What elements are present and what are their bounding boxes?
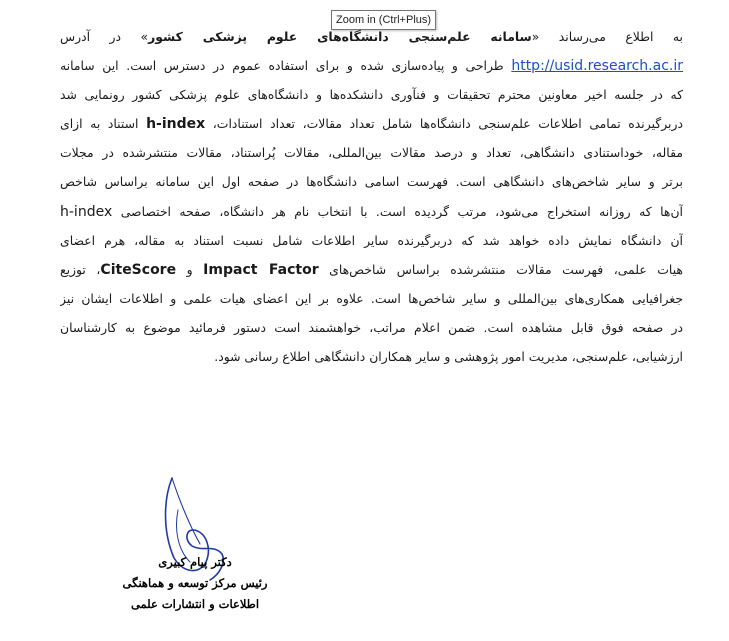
body-line-6: برتر و سایر شاخص‌های دانشگاهی است. فهرست اسامی دانشگاه‌ها در صفحه اول این سامانه براساس شاخص — [60, 174, 683, 190]
body-line-10: جغرافیایی همکاری‌های بین‌المللی و سایر شاخص‌ها است. علاوه بر این اعضای هیات علمی و اطلاعات ایشان نیز — [60, 290, 683, 306]
body-line-2: http://usid.research.ac.ir طراحی و پیاده‌سازی شده و برای استفاده عموم در دسترس است. این سامانه — [60, 58, 683, 75]
citescore-term: CiteScore — [100, 261, 177, 278]
signatory-name: دکتر پیام کبیری — [158, 555, 232, 569]
impact-factor-term: Impact Factor — [203, 261, 319, 278]
body-line-3: که در جلسه اخیر معاونین محترم تحقیقات و فنآوری دانشکده‌ها و دانشگاه‌های علوم پزشکی کشور رونمایی شد — [60, 87, 683, 103]
body-line-5: مقاله، خوداستنادی دانشگاهی، تعداد و درصد مقالات بین‌المللی، مقالات پُراستناد، مقالات منتشرشده در مجلات — [60, 145, 683, 161]
body-line-9: هیات علمی، فهرست مقالات منتشرشده براساس شاخص‌های Impact Factor و CiteScore، توزیع — [60, 261, 683, 278]
h-index-term: h-index — [60, 203, 113, 220]
h-index-term: h-index — [146, 116, 206, 133]
body-line-11: در صفحه فوق قابل مشاهده است. ضمن اعلام مراتب، خواهشمند است دستور فرمائید موضوع به کارشناسان — [60, 319, 683, 335]
system-url-link[interactable]: http://usid.research.ac.ir — [511, 58, 683, 75]
body-line-12: ارزشیابی، علم‌سنجی، مدیریت امور پژوهشی و سایر همکاران دانشگاهی اطلاع رسانی شود. — [214, 349, 683, 365]
signature-block — [100, 552, 290, 615]
signatory-department: اطلاعات و انتشارات علمی — [130, 597, 260, 611]
body-line-1: به اطلاع می‌رساند «سامانه علم‌سنجی دانشگاه‌های علوم پزشکی کشور» در آدرس — [60, 29, 683, 44]
letter-body — [60, 22, 683, 371]
zoom-in-tooltip: Zoom in (Ctrl+Plus) — [331, 10, 436, 30]
body-line-7: h-index آن‌ها که روزانه استخراج می‌شود، مرتب گردیده است. با انتخاب نام هر دانشگاه، صفحه اختصاصی — [60, 203, 683, 220]
signatory-title: رئیس مرکز توسعه و هماهنگی — [122, 576, 268, 590]
body-line-4: دربرگیرنده تمامی اطلاعات علم‌سنجی دانشگاه‌ها شامل تعداد مقالات، تعداد استنادات، h-index استناد به ازای — [60, 116, 683, 133]
body-line-8: آن دانشگاه نمایش داده خواهد شد که دربرگیرنده سایر اطلاعات شامل نسبت استناد به مقاله، هرم اعضای — [60, 232, 683, 248]
system-name: سامانه علم‌سنجی دانشگاه‌های علوم پزشکی کشور — [148, 29, 532, 44]
